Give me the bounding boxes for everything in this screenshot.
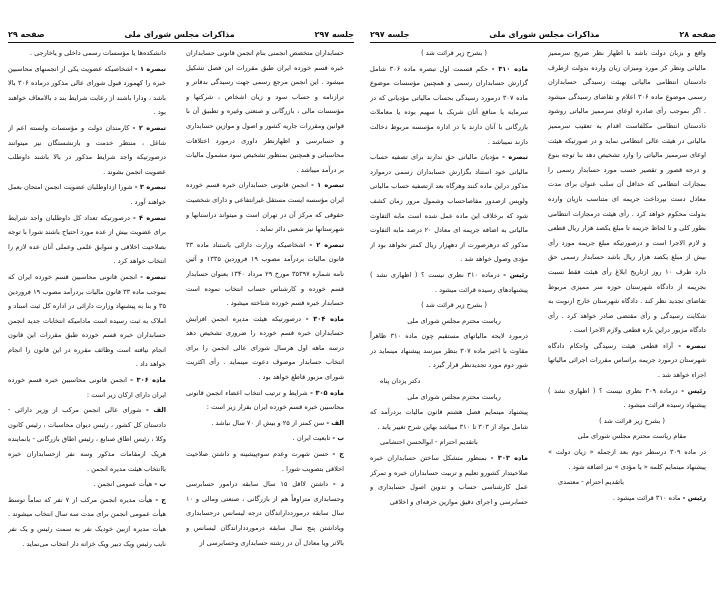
paragraph-text: آراء قطعی هیئت رسیدگی واحکام دادگاه شهرستان درمورد جریمه براساس مقررات اجرائی مالیاتها اجراء خواهد شد . (548, 341, 706, 380)
paragraph-text: داشتن لااقل ۱۵ سال سابقه درامور حسابرسی وحسابداری متراوفاً هم از بازرگانی ، صنعتی ومالی و ۱۰ سال سابقه درموردداراندگان درجه لیسانس درحسابداری ویاداشتن پنج سال سابقه درموردداراندگان لیسانس و بالاتر ویا معادل آن در رشته حسابداری وحسابرسی از (186, 480, 344, 547)
paragraph (370, 405, 538, 434)
paragraph (186, 416, 354, 431)
paragraph-text: حکم قسمت اول تبصره ماده ۳۰۶ شامل گزارش حسابداران رسمی و همچنین مؤسسات موضوع ماده ۳۰۷ درمورد رسیدگی بحساب مالیاتی مؤدیانی که در سرمایه یا منافع آنان شریک یا سهیم بوده یا معاملات بازرگانی با آنان دارند یا در اداره مؤسسه مربوط دخالت دارند نمیباشد . (370, 64, 529, 146)
paragraph-text: انجمن قانونی محاسبین خبره قسم خورده ایران دارای ارکان زیر است : (8, 376, 166, 399)
paragraph-text: انجمن قانونی حسابداران خبره قسم خورده ایران مؤسسه ایست مستقل غیرانتفاعی و دارای شخصیت حقوقی که مرکز آن در تهران است و میتواند دراستانها و شهرستانها نیز شعبی دائر نماید . (186, 181, 344, 234)
centered-heading: ریاست محترم مجلس شورای ملی (407, 392, 501, 401)
paragraph (8, 270, 176, 372)
article-label: تبصره ۲ - (132, 123, 166, 132)
paragraph (8, 180, 176, 209)
paragraph (186, 238, 354, 311)
paragraph-text: درصورتیکه هیئت مدیره انجمن افزایش حسابداران خبره قسم خورده را ضروری تشخیص دهد درسه ماهه اول هرسال شورای عالی انجمن را برای انتخاب حسابدار موصوف دعوت مینماید . رأی اکثریت شورای مزبور قاطع خواهد بود . (186, 314, 344, 382)
paragraph (8, 493, 176, 551)
session-number: جلسه ۲۹۷ (314, 29, 354, 39)
paragraph (186, 447, 354, 476)
paragraph (186, 477, 354, 550)
signature: باتقدیم احترام - معتمدی (558, 478, 624, 487)
centered-heading: مقام ریاست محترم مجلس شورای ملی (577, 432, 687, 441)
paragraph (548, 46, 716, 338)
right-page-header (370, 28, 716, 43)
article-label: ماده ۳۰۴ - (305, 314, 344, 323)
article-label: رئیس - (682, 493, 706, 502)
paragraph-text: واقع و بزبان دولت باشد با اظهار نظر صریح سرممیز مالیاتی ونظر کر مورد ومیزان زیان وارده بدولت ازطرف دادستان انتظامی مالیاتی بهیئت رسیدگی حسابداران رسمی موضوع ماده ۳۰۶ اعلام و تقاضای رسیدگی میشود . اگر بموجب رأی صادره اوعای سرممیز مالیاتی روشود دادستان انتظامی مکلفاست اقدام به تعقیب سرممیز مالیاتی در هیئت عالی انتظامی نماید و در صورتیکه هیئت اوعای سرممیز مالیاتی را وارد تشخیص دهد بنا توجه بنوع و درجه قصور و تقصیر حسب مورد حسابدار رسمی را بمجازات انتظامی که حداقل آن سلب عنوان برای مدت معادل دست بپرداخت جریمه ای متناسب بازیان وارده بدولت محکوم خواهد کرد . رأی هیئت درمجازات انتظامی بطور کلی و تا لحاظ جریمه تا مبلغ یکصد هزار ریال قطعی و لازم الاجرا است و درصورتیکه مبلغ جریمه مورد رأی بیش از مبلغ یکصد هزار ریال باشد حسابدار رسمی حق دارد ظرف ۱۰ روز ازتاریخ ابلاغ رأی هیئت فقط نسبت بجریمه از دادگاه شهرستان حوزه سر ممیزی مربوط تقاضای تجدید نظر کند . دادگاه شهرستان خارج ازنوبت به شکایت رسیدگی و رأی مقتضی صادر خواهد کرد . رأی دادگاه مزبور دراین باره قطعی ولازم الاجرا است . (548, 49, 706, 335)
paragraph-text: تابعیت ایران . (292, 434, 331, 443)
article-label: ماده ۳۰۳ - (490, 454, 528, 463)
article-label: ج - (332, 450, 344, 459)
paragraph-text: درصورتیکه تعداد کل داوطلبان واجد شرایط برای عضویت بیش از عده مورد احتیاج باشند شورا با توجه بصلاحیت اخلاقی و سوابق علمی وعملی آنان عده لازم را انتخاب خواهد کرد . (8, 213, 166, 266)
article-label: ب - (332, 434, 344, 443)
running-title: مذاکرات مجلس شورای ملی (124, 29, 235, 39)
session-number: جلسه ۲۹۷ (370, 29, 410, 39)
left-page-column-right (186, 46, 354, 589)
centered-heading: ( بشرح زیر قرائت شد ) (599, 416, 665, 425)
article-label: تبصره ۱ - (311, 181, 344, 190)
paragraph-text: درماده ۳۰۹ نظری نیست ؟ ( اظهاری نشد ) پیشنهاد رسیده قرائت میشود . (548, 386, 706, 410)
paragraph (186, 312, 354, 385)
paragraph-text: اشخاصیکه عضویت یکی از انجمنهای محاسبین خبره را کهمورد قبول شورای عالی مذکور درماده ۳۰۶ بالا باشد ، ودارا باشند از رعایت شرایط بند د بالامعاف خواهند بود . (8, 64, 166, 117)
article-label: ب - (154, 480, 166, 489)
paragraph (186, 386, 354, 415)
centered-heading: ریاست محترم مجلس شورای ملی (407, 316, 501, 325)
article-label: د - (332, 480, 344, 489)
paragraph (370, 451, 538, 509)
paragraph-text: درماده ۳۱۰ نظری نیست ؟ ( اظهاری نشد ) پیشنهادهای رسیده قرائت میشود . (370, 270, 528, 294)
paragraph (8, 46, 176, 61)
paragraph-text: مؤدیان مالیاتی حق ندارند برای تصفیه حساب مالیاتی خود استناد بگزارش حسابداران رسمی درموارد مذکور دراین ماده کنند وهرگاه بعد ازتصفیه حساب مالیاتی ولوپس ازصدور مفاصاحساب وشمول مرور زمان کشف شود که برخلاف این ماده عمل شده است مابه التفاوت مالیاتی به اضافه جریمه ای معادل ۲۰ درصد مابه التفاوت مذکور که درهرصورت از دههزار ریال کمتر نخواهد بود از مؤدی وصول خواهد شد . (370, 153, 528, 264)
paragraph (8, 62, 176, 120)
paragraph (8, 477, 176, 492)
paragraph-text: سن کمتر از ۲۵ و بیش از ۷۰ سال نباشد . (211, 418, 325, 427)
paragraph (186, 431, 354, 446)
signature: باتقدیم احترام - ابوالحسن احتشامی (380, 438, 478, 447)
paragraph (370, 150, 538, 267)
right-page-column-right (548, 46, 716, 589)
paragraph (8, 211, 176, 269)
article-label: ج - (155, 495, 167, 504)
paragraph-text: انجمن قانونی محاسبین قسم خورده ایران که بموجب ماده ۳۳ قانون مالیات بردرآمد مصوب ۱۹ فروردین ۳۵ و بنا به پیشنهاد وزارت دارائی در اداره کل ثبت اسناد و املاک به ثبت رسیده است مادامیکه انتخابات جدید انجمن حسابداران خبره قسم خورده طبق مقررات این قانون انجام نیافته است وظائف مقرره در این قانون را انجام خواهد داد . (8, 272, 167, 369)
paragraph (370, 268, 538, 297)
paragraph-text: اشخاصیکه وزارت دارائی باستناد ماده ۳۳ قانون مالیات بردرآمد مصوب ۱۹ فروردین ۱۳۳۵ و آئین نامه شماره ۳۵۳۹۷ مورخ ۲۹ مرداد ۱۳۴۰ بعنوان حسابدار قسم خورده و کارشناس حساب انتخاب نموده است حسابدار خبره قسم خورده شناخته میشود . (186, 240, 344, 308)
paragraph (186, 46, 354, 177)
article-label: تبصره ۳ - (134, 183, 166, 192)
paragraph (186, 178, 354, 236)
paragraph (370, 329, 538, 373)
article-label: تبصره - (502, 153, 528, 162)
paragraph-text: درمورد لایحه مالیاتهای مستقیم چون ماده ۳۱۰ ظاهراً مقاوت با اخیر ماده ۳۰۷ بنظر میرسد پیشنهاد مینماید در شور دوم مورد تجدیدنظر قرار گیرد . (370, 332, 528, 370)
article-label: رئیس - (681, 386, 706, 395)
article-label: تبصره - (140, 272, 166, 281)
left-page-columns (8, 46, 354, 589)
paragraph (548, 339, 716, 383)
centered-heading: ( بشرح زیر قرائت شد ) (421, 49, 487, 57)
paragraph (8, 373, 176, 402)
paragraph (548, 491, 716, 506)
paragraph-text: در ماده ۳۰۹ درسطر دوم بعد ازجمله « زیان دولت » پیشنهاد مینمایم کلمه « یا مؤدی » نیز اضافه شود . (548, 448, 707, 471)
paragraph-text: شرایط و ترتیب انتخاب اعضاء انجمن قانونی محاسبین خبره قسم خورده ایران بقرار زیر است : (186, 388, 344, 412)
paragraph-text: دانشکده‌ها یا مؤسسات رسمی داخلی و یاخارجی . (29, 49, 166, 57)
paragraph-text: حسابداران متخصص انجمنی بنام انجمن قانونی حسابداران خبره قسم خورده ایران طبق مقررات این فصل تشکیل میشود . این انجمن مرجع رسمی جهت رسیدگی بدفاتر و ترازنامه و حساب سود و زیان اشخاص ، شرکتها و مؤسسات مالی ، بازرگانی و صنعتی وغیره و تطبیق آن با قوانین ومقررات جاریه کشور و اصول و موازین حسابداری و حسابرسی و اظهارنظر داوری درمورد اختلافات محاسباتی و همچنین بمنظور تشخیص سود مشمول مالیات بر درآمد میباشد . (186, 49, 344, 174)
paragraph-text: کارمندان دولت و مؤسسات وابسته اعم از شاغل ، منتظر خدمت و بازنشستگان نیز میتوانند درصورتیکه واجد شرایط مذکور در بالا باشند داوطلب عضویت انجمن بشوند . (8, 123, 166, 176)
article-label: الف - (146, 406, 166, 415)
article-label: رئیس - (503, 270, 528, 279)
paragraph (8, 403, 176, 476)
article-label: ماده ۳۱۰ - (491, 64, 528, 73)
paragraph-text: پیشنهاد مینمایم فصل هشتم قانون مالیات بردرآمد که شامل مواد از ۳۰۳ تا ۳۱۰ میباشد بهاین شرح تغییر یابد . (370, 408, 528, 431)
page-number: صفحه ۲۸ (679, 29, 716, 39)
paragraph (370, 62, 538, 150)
paragraph-text: ماده ۳۱۰ قرائت میشود . (612, 493, 681, 502)
page-number: صفحه ۲۹ (8, 29, 45, 39)
paragraph-text: شورا ازداوطلبان عضویت انجمن امتحان بعمل خواهند آورد . (8, 183, 166, 206)
article-label: ماده ۳۰۶ - (130, 376, 166, 385)
paragraph (548, 384, 716, 413)
left-page-header (8, 28, 354, 43)
right-page-columns (370, 46, 716, 589)
article-label: الف - (326, 418, 344, 427)
paragraph (8, 121, 176, 179)
signature: دکتر یزدان پناه (380, 377, 421, 386)
paragraph-text: هیأت عمومی انجمن . (93, 480, 153, 489)
article-label: تبصره ۲ - (309, 240, 344, 249)
left-page-column-left (8, 46, 176, 589)
centered-heading: ( بشرح زیر قرائت شد ) (421, 301, 487, 310)
article-label: تبصره - (678, 341, 706, 350)
paragraph-text: حسن شهرت وعدم سوءپیشینه و داشتن صلاحیت اخلاقی بتصویب شورا . (186, 450, 344, 473)
right-page-column-left (370, 46, 538, 589)
running-title: مذاکرات مجلس شورای ملی (489, 29, 600, 39)
article-label: تبصره ۱ - (134, 64, 166, 73)
article-label: تبصره ۴ - (133, 213, 166, 222)
article-label: ماده ۳۰۵ - (310, 388, 344, 397)
right-page (362, 0, 724, 599)
paragraph-text: شورای عالی انجمن مرکب از وزیر دارائی - دادستان کل کشور ، رئیس دیوان محاسبات ، رئیس کانون وکلا ، رئیس اطاق صنایع ، رئیس اطاق بازرگانی - یانماینده هریک ازمقامات مذکور وسه نفر ازحسابداران خبره باانتخاب هیئت مدیره انجمن . (8, 406, 166, 473)
paragraph (548, 445, 716, 474)
paragraph-text: هیأت مدیره انجمن مرکب از ۷ نفر که تماماً توسط هیأت عمومی انجمن برای مدت سه سال انتخاب میشوند . هیأت مدیره ازبین خودیک نفر به سمت رئیس و یک نفر نایب رئیس ویک دبیر ویک خزانه دار انتخاب می‌نماید . (8, 495, 166, 548)
paragraph-text: بمنظور متشکل ساختن حسابداران خبره صلاحیتدار کشورو تعلیم و تربیت حسابداران خبره و تمرکز عمل کارشناسی حساب و تدوین اصول حسابداری و حسابرسی و اجرای دقیق موازین حرفه‌ای و اخلاقی (370, 454, 528, 506)
